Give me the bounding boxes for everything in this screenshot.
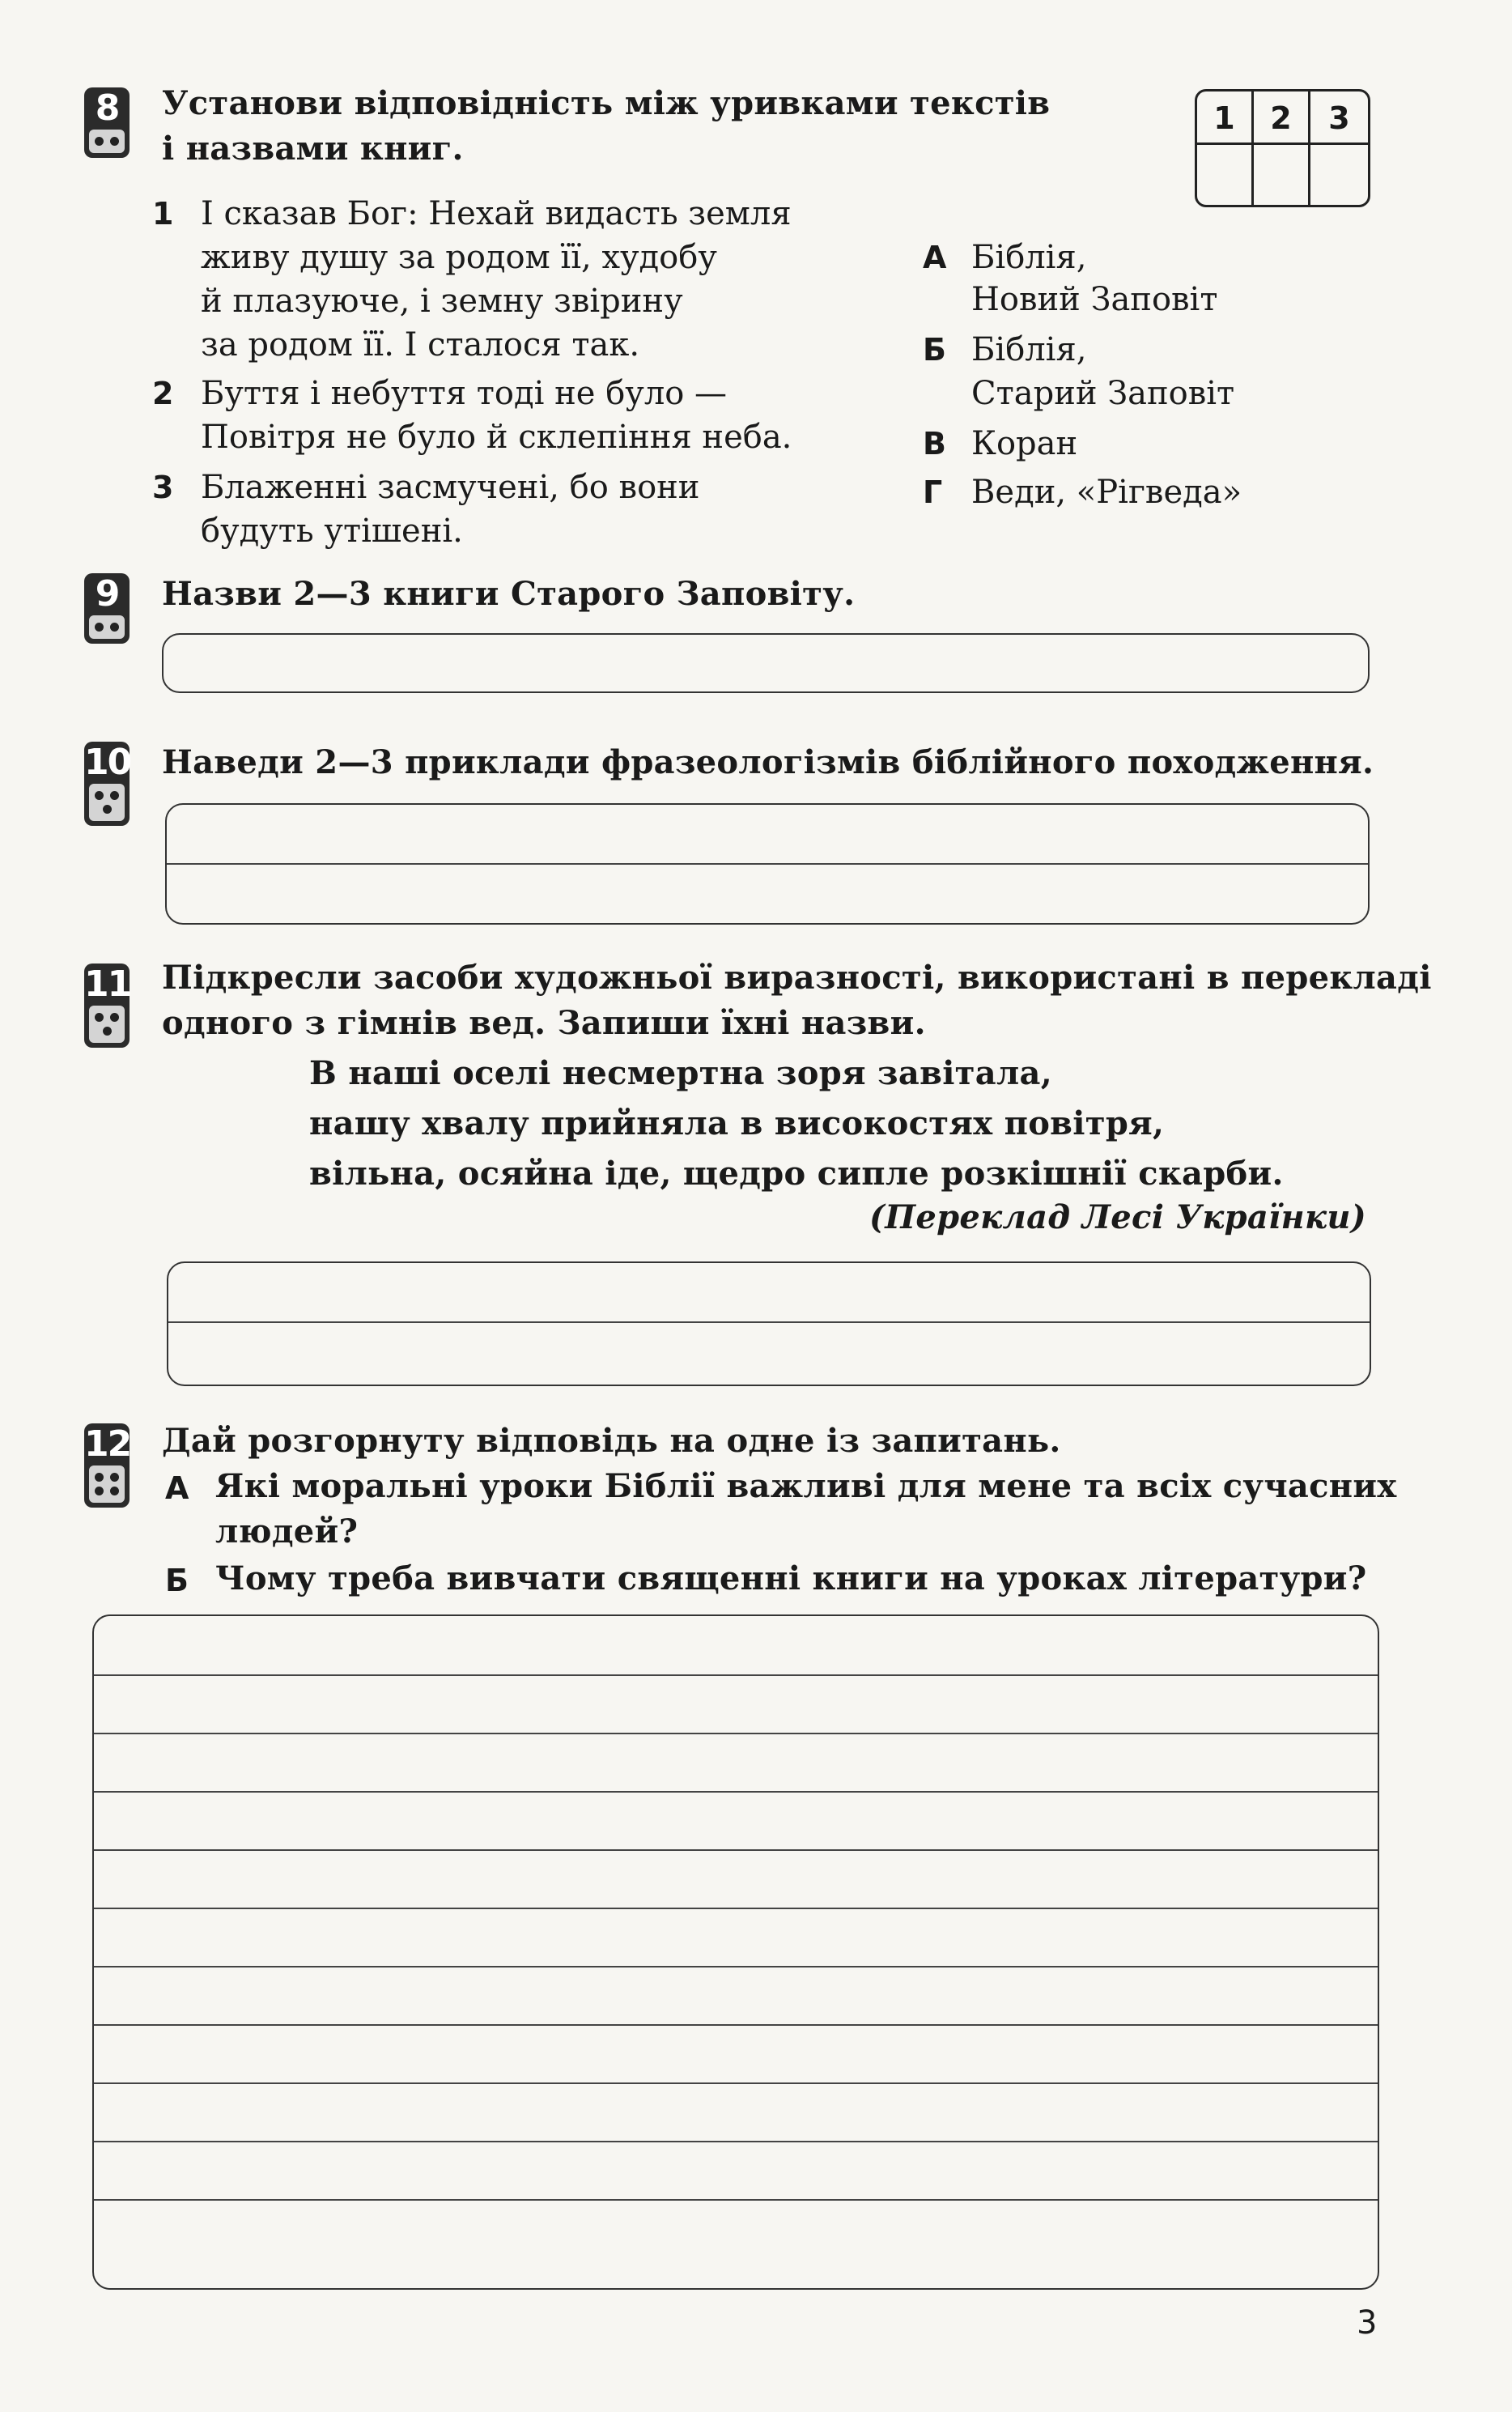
- q11-answer-field[interactable]: [167, 1261, 1371, 1386]
- difficulty-dots-icon: [89, 784, 125, 821]
- q9-question: Назви 2—3 книги Старого Заповіту.: [162, 575, 856, 613]
- task-badge-10: [84, 742, 130, 826]
- difficulty-dots-icon: [89, 615, 125, 639]
- q12-option-b-text: Чому треба вивчати священні книги на уроках літератури?: [215, 1559, 1367, 1597]
- answer-line: [94, 1966, 1378, 1967]
- answer-line: [94, 1849, 1378, 1851]
- answer-line: [167, 863, 1368, 865]
- difficulty-dots-icon: [89, 1465, 125, 1503]
- q12-option-b-letter: Б: [165, 1563, 189, 1598]
- q12-option-a-line1: Які моральні уроки Біблії важливі для мене та всіх сучасних: [215, 1467, 1397, 1505]
- grid-cell-2[interactable]: [1254, 145, 1310, 205]
- answer-line: [94, 1791, 1378, 1793]
- difficulty-dots-icon: [89, 130, 125, 153]
- answer-line: [168, 1321, 1370, 1323]
- grid-header-3: 3: [1310, 91, 1368, 145]
- poem-line-3: вільна, осяйна іде, щедро сипле розкішнії скарби.: [309, 1155, 1284, 1193]
- poem-attribution: (Переклад Лесі Українки): [869, 1198, 1366, 1236]
- answer-line: [94, 1733, 1378, 1734]
- q12-option-a-line2: людей?: [215, 1512, 359, 1551]
- grid-header-1: 1: [1197, 91, 1254, 145]
- task-number: 11: [84, 964, 131, 1005]
- task-badge-8: [84, 87, 130, 158]
- q8-instruction-2: і назвами книг.: [162, 130, 464, 168]
- q8-answer-grid: [1195, 89, 1370, 207]
- answer-line: [94, 2082, 1378, 2084]
- answer-line: [94, 2024, 1378, 2026]
- workbook-page: 8 Установи відповідність між уривками текстів і назвами книг. 1 2 3 1 І сказав Бог: Нехай видасть земля живу душу за родом її, худобу й плазуюче, і земну звірину за родом її. І сталося так. 2 Буття і небуття тоді не було — Повітря не було й склепіння неба. 3 Блаженні засмучені, бо вони будуть утішені. А Біблія, Новий Заповіт Б Біблія, Старий Заповіт В Коран Г Веди, «Рігведа» 9 Назви 2—3 книги Старого Заповіту. 10 Наведи 2—3 приклади фразеологізмів біблійного походження. 11 Підкресли засоби художньої виразності, використані в перекладі одного з гімнів вед. Запиши їхні назви. В наші оселі несмертна зоря завітала, нашу хвалу прийняла в високостях повітря, вільна, осяйна іде, щедро сипле розкішнії скарби. (Переклад Лесі Українки) 12 Дай розгорнуту відповідь на одне із запитань. А Які моральні уроки Біблії важливі для мене та всіх сучасних людей? Б Чому треба вивчати священні книги на уроках літератури? 3: [0, 0, 1512, 2412]
- answer-line: [94, 1674, 1378, 1676]
- difficulty-dots-icon: [89, 1006, 125, 1043]
- task-number: 8: [95, 87, 119, 129]
- task-number: 10: [84, 742, 131, 783]
- q9-answer-field[interactable]: [162, 633, 1370, 693]
- grid-cell-3[interactable]: [1310, 145, 1368, 205]
- q11-instruction-1: Підкресли засоби художньої виразності, використані в перекладі: [162, 959, 1432, 997]
- answer-line: [94, 2199, 1378, 2201]
- q12-instruction: Дай розгорнуту відповідь на одне із запитань.: [162, 1422, 1061, 1460]
- q12-option-a-letter: А: [165, 1470, 189, 1506]
- task-number: 9: [95, 573, 119, 615]
- answer-line: [94, 1908, 1378, 1909]
- poem-line-2: нашу хвалу прийняла в високостях повітря,: [309, 1104, 1165, 1142]
- task-badge-12: [84, 1423, 130, 1508]
- poem-line-1: В наші оселі несмертна зоря завітала,: [309, 1054, 1052, 1092]
- answer-line: [94, 2141, 1378, 2142]
- q10-answer-field[interactable]: [165, 803, 1370, 925]
- task-badge-11: [84, 964, 130, 1048]
- page-number: 3: [1357, 2304, 1378, 2342]
- q12-answer-field[interactable]: [92, 1614, 1379, 2290]
- grid-cell-1[interactable]: [1197, 145, 1254, 205]
- task-badge-9: [84, 573, 130, 644]
- q11-instruction-2: одного з гімнів вед. Запиши їхні назви.: [162, 1004, 926, 1042]
- q8-instruction-1: Установи відповідність між уривками текстів: [162, 84, 1051, 122]
- q10-question: Наведи 2—3 приклади фразеологізмів біблійного походження.: [162, 743, 1374, 781]
- grid-header-2: 2: [1254, 91, 1310, 145]
- task-number: 12: [84, 1423, 131, 1465]
